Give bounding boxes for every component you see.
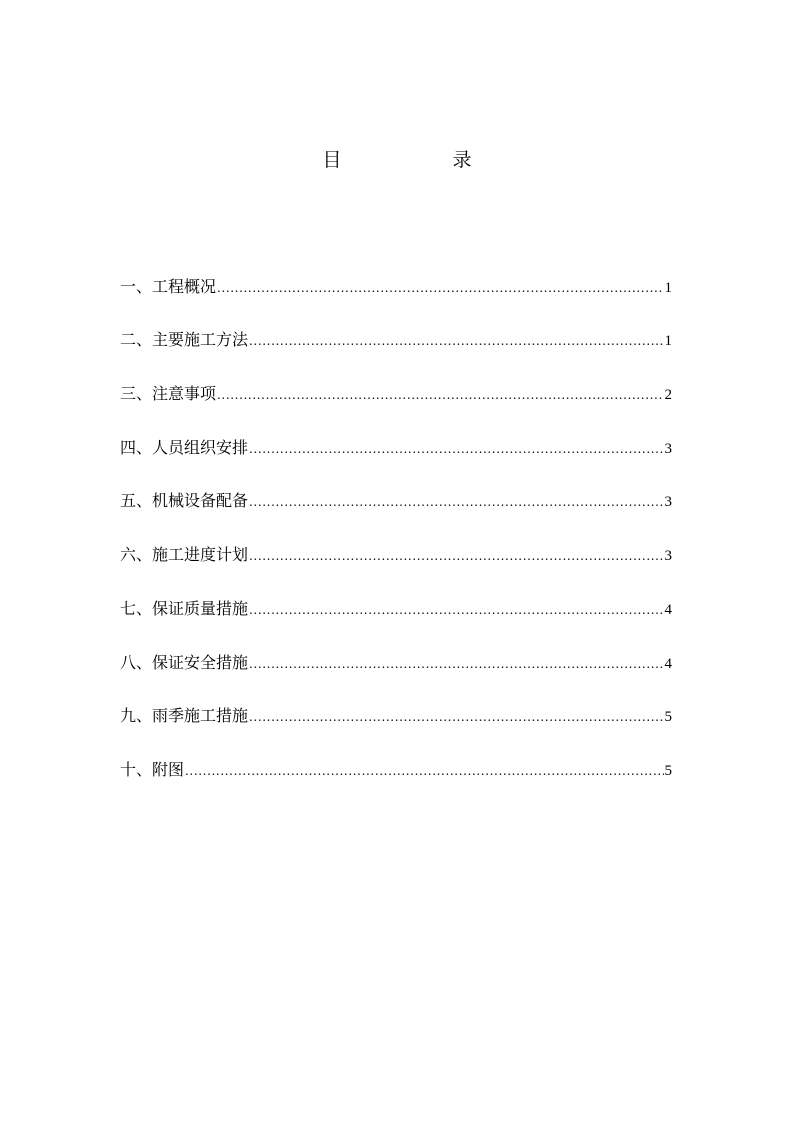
toc-leader-dots — [217, 276, 663, 300]
toc-entry-page: 5 — [664, 762, 672, 779]
toc-entry[interactable] — [120, 513, 672, 567]
toc-entry-label: 二、主要施工方法 — [120, 330, 249, 350]
toc-entry-label: 四、人员组织安排 — [120, 437, 249, 457]
toc-entry-label: 三、注意事项 — [120, 384, 217, 404]
toc-entry-label: 八、保证安全措施 — [120, 652, 249, 672]
toc-entry[interactable] — [120, 245, 672, 299]
toc-leader-dots — [249, 437, 663, 461]
toc-entry[interactable] — [120, 728, 672, 782]
toc-entry-label: 六、施工进度计划 — [120, 545, 249, 565]
toc-entry[interactable] — [120, 621, 672, 675]
toc-entry-page: 3 — [664, 440, 672, 457]
toc-leader-dots — [185, 759, 663, 783]
toc-entry-page: 4 — [664, 655, 672, 672]
toc-leader-dots — [217, 383, 663, 407]
toc-entry-label: 十、附图 — [120, 759, 185, 779]
toc-leader-dots — [249, 598, 663, 622]
toc-leader-dots — [249, 705, 663, 729]
toc-entry-page: 1 — [664, 333, 672, 350]
toc-entry-page: 3 — [664, 548, 672, 565]
toc-entry[interactable] — [120, 675, 672, 729]
toc-entry[interactable] — [120, 567, 672, 621]
toc-leader-dots — [249, 544, 663, 568]
toc-title: 目 录 — [322, 149, 518, 171]
toc-list — [120, 245, 672, 782]
toc-entry[interactable] — [120, 406, 672, 460]
toc-entry-page: 1 — [664, 279, 672, 296]
toc-leader-dots — [249, 329, 663, 353]
toc-leader-dots — [249, 490, 663, 514]
toc-entry-label: 九、雨季施工措施 — [120, 706, 249, 726]
toc-entry[interactable] — [120, 352, 672, 406]
toc-entry-page: 2 — [664, 387, 672, 404]
toc-leader-dots — [249, 652, 663, 676]
toc-entry-page: 4 — [664, 601, 672, 618]
toc-entry-label: 一、工程概况 — [120, 276, 217, 296]
toc-entry-label: 七、保证质量措施 — [120, 598, 249, 618]
toc-entry[interactable] — [120, 460, 672, 514]
toc-entry-page: 3 — [664, 494, 672, 511]
toc-entry[interactable] — [120, 299, 672, 353]
toc-entry-label: 五、机械设备配备 — [120, 491, 249, 511]
toc-entry-page: 5 — [664, 709, 672, 726]
